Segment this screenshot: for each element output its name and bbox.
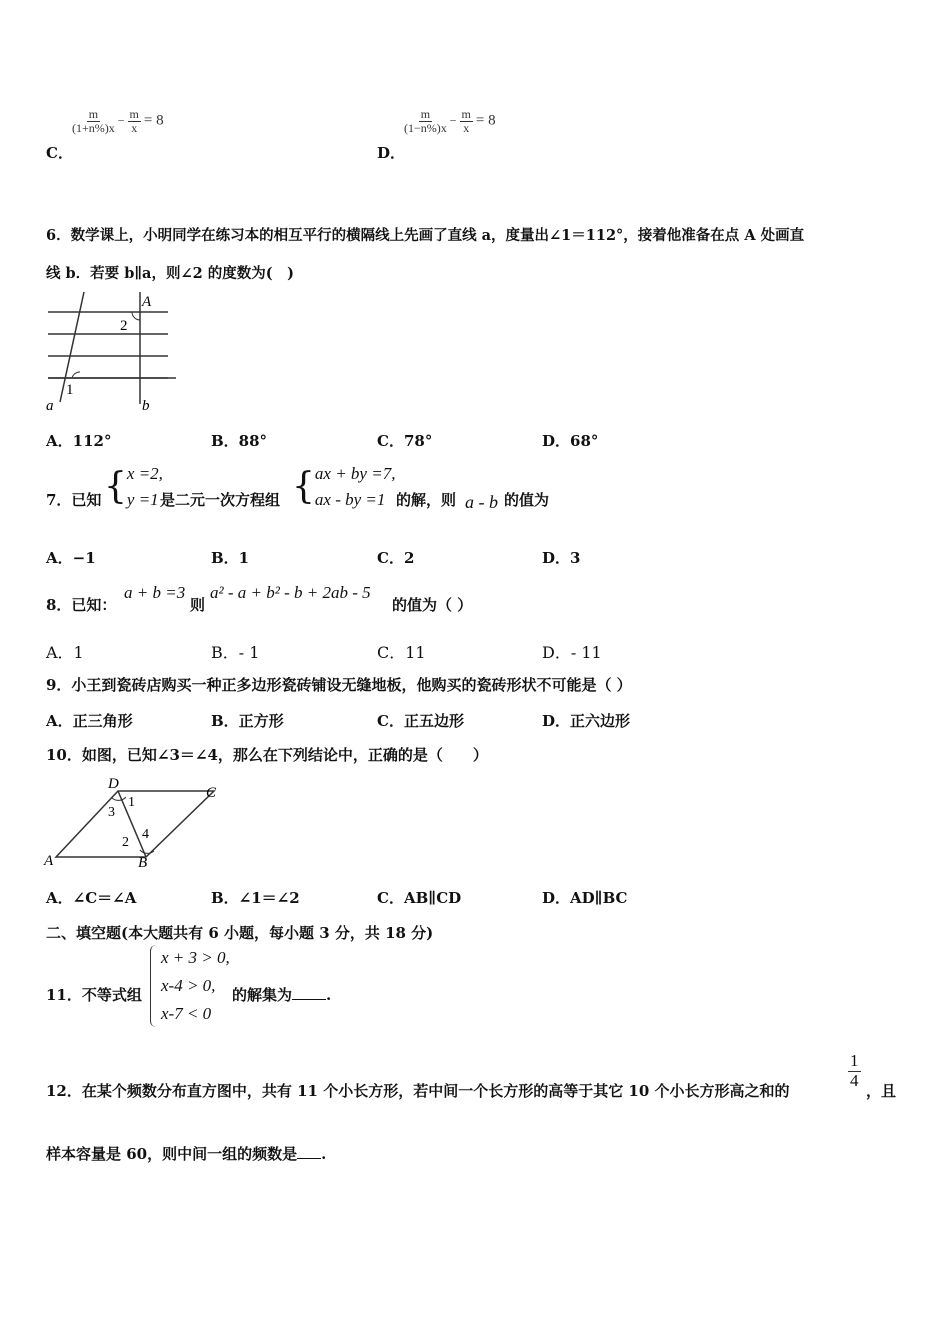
q11-suffix-text: 的解集为	[232, 986, 293, 1004]
q11-answer-blank[interactable]	[292, 985, 326, 1000]
q9-option-c[interactable]: C．正五边形	[377, 712, 464, 730]
q7-option-a[interactable]: A．−1	[46, 549, 96, 567]
q11-brace	[150, 945, 157, 1027]
q7-sys1-row1: x =2,	[126, 464, 163, 483]
q11-row1: x + 3 > 0,	[161, 948, 230, 967]
q6-text-line2: 线 b．若要 b∥a，则∠2 的度数为( )	[46, 265, 294, 282]
q5c-minus: −	[117, 113, 128, 128]
q5d-denominator2: x	[463, 121, 470, 136]
q5c-numerator2: m	[129, 107, 139, 121]
q5-option-c-formula	[72, 108, 164, 135]
q6-angle1-arc	[72, 372, 80, 378]
q7-brace-1: {	[104, 466, 127, 507]
q8-option-c-text: C．11	[377, 643, 426, 662]
q7-mid: 是二元一次方程组	[160, 491, 281, 509]
q5-option-c-label[interactable]: C．	[46, 144, 73, 162]
q6-option-b[interactable]: B．88°	[211, 432, 268, 450]
q10-label-A: A	[44, 853, 54, 869]
q6-label-2: 2	[120, 318, 128, 334]
q8-option-d[interactable]	[542, 640, 602, 663]
q5c-rhs: = 8	[143, 112, 164, 129]
q6-label-b: b	[142, 398, 150, 414]
q8-option-a[interactable]	[46, 640, 84, 663]
q7-equation-system	[292, 461, 395, 513]
q7-sys2-row2: ax - by =1	[314, 490, 386, 509]
q5c-denominator: (1+n%)x	[72, 121, 115, 136]
q5-option-d-formula	[404, 108, 496, 135]
q12-line1-end: ，且	[866, 1082, 897, 1100]
q7-option-d[interactable]: D．3	[542, 549, 581, 567]
q8-expression: a² - a + b² - b + 2ab - 5	[210, 583, 371, 602]
q10-option-a[interactable]: A．∠C＝∠A	[46, 889, 137, 907]
q6-option-c[interactable]: C．78°	[377, 432, 433, 450]
q5d-numerator: m	[420, 107, 431, 121]
q7-option-c[interactable]: C．2	[377, 549, 415, 567]
q10-label-C: C	[206, 785, 217, 801]
q7-suffix2: 的值为	[504, 491, 550, 509]
q11-prefix: 11．不等式组	[46, 986, 142, 1004]
q6-text-line1: 6．数学课上，小明同学在练习本的相互平行的横隔线上先画了直线 a，度量出∠1＝112°，接着他准备在点 A 处画直	[46, 227, 805, 244]
q6-angle2-arc	[132, 312, 140, 320]
q8-prefix: 8．已知：	[46, 596, 117, 614]
q11-row2: x-4 > 0,	[161, 976, 216, 995]
q7-option-b[interactable]: B．1	[211, 549, 250, 567]
q12-end: .	[321, 1145, 327, 1163]
q9-text: 9．小王到瓷砖店购买一种正多边形瓷砖铺设无缝地板，他购买的瓷砖形状不可能是（ ）	[46, 676, 632, 694]
q5c-numerator: m	[88, 107, 99, 121]
q12-line2-text: 样本容量是 60，则中间一组的频数是	[46, 1145, 298, 1163]
q5c-denominator2: x	[131, 121, 138, 136]
q8-then: 则	[190, 596, 206, 614]
q7-sys1-row2: y =1	[126, 490, 159, 509]
q5-option-d-label[interactable]: D．	[377, 144, 406, 162]
q10-label-3: 3	[108, 805, 115, 820]
q10-label-D: D	[108, 776, 119, 792]
q8-option-d-text: D．- 11	[542, 643, 602, 662]
q6-option-d[interactable]: D．68°	[542, 432, 599, 450]
q10-arc-d	[112, 797, 126, 800]
q10-label-2: 2	[122, 835, 129, 850]
q6-option-a[interactable]: A．112°	[46, 432, 112, 450]
q12-frac-num: 1	[850, 1051, 859, 1070]
q10-label-B: B	[138, 855, 148, 870]
q11-end: .	[326, 986, 332, 1004]
q12-frac-den: 4	[850, 1070, 859, 1090]
q5d-rhs: = 8	[475, 112, 496, 129]
q6-label-A: A	[142, 294, 152, 310]
q5d-numerator2: m	[461, 107, 471, 121]
q7-sys2-row1: ax + by =7,	[314, 464, 396, 483]
q10-option-c[interactable]: C．AB∥CD	[377, 889, 462, 907]
q12-fraction	[848, 1052, 861, 1090]
q8-option-b[interactable]	[211, 640, 259, 663]
q12-answer-blank[interactable]	[297, 1144, 321, 1159]
q5d-denominator: (1−n%)x	[404, 121, 447, 136]
q10-option-d[interactable]: D．AD∥BC	[542, 889, 628, 907]
q12-line1: 12．在某个频数分布直方图中，共有 11 个小长方形，若中间一个长方形的高等于其它 10 个小长方形高之和的	[46, 1082, 790, 1100]
q11-inequality-system	[150, 944, 230, 1028]
q12-line2	[46, 1143, 326, 1164]
q7-prefix: 7．已知	[46, 491, 102, 509]
q11-row3: x-7 < 0	[161, 1004, 212, 1023]
q7-expression: a - b	[465, 492, 498, 512]
q8-suffix: 的值为（ ）	[392, 596, 473, 614]
q7-brace-2: {	[292, 466, 315, 507]
q9-option-a[interactable]: A．正三角形	[46, 712, 133, 730]
section2-title: 二、填空题(本大题共有 6 小题，每小题 3 分，共 18 分)	[46, 924, 434, 942]
q8-option-a-text: A．1	[46, 643, 84, 662]
q9-option-d[interactable]: D．正六边形	[542, 712, 631, 730]
q10-option-b[interactable]: B．∠1＝∠2	[211, 889, 300, 907]
q10-label-1: 1	[128, 795, 135, 810]
q10-label-4: 4	[142, 827, 149, 842]
q10-text: 10．如图，已知∠3＝∠4，那么在下列结论中，正确的是（ ）	[46, 746, 488, 764]
q6-label-a: a	[46, 398, 54, 414]
q6-label-1: 1	[66, 382, 74, 398]
q9-option-b[interactable]: B．正方形	[211, 712, 284, 730]
q8-option-c[interactable]	[377, 640, 426, 663]
q7-suffix1: 的解，则	[396, 491, 457, 509]
q7-solution-system	[104, 461, 163, 513]
q8-condition: a + b =3	[124, 583, 186, 602]
q11-suffix	[232, 984, 331, 1005]
q8-option-b-text: B．- 1	[211, 643, 260, 662]
q10-parallelogram	[56, 791, 214, 857]
q6-figure	[44, 290, 184, 415]
q5d-minus: −	[449, 113, 460, 128]
q10-figure	[42, 775, 232, 870]
